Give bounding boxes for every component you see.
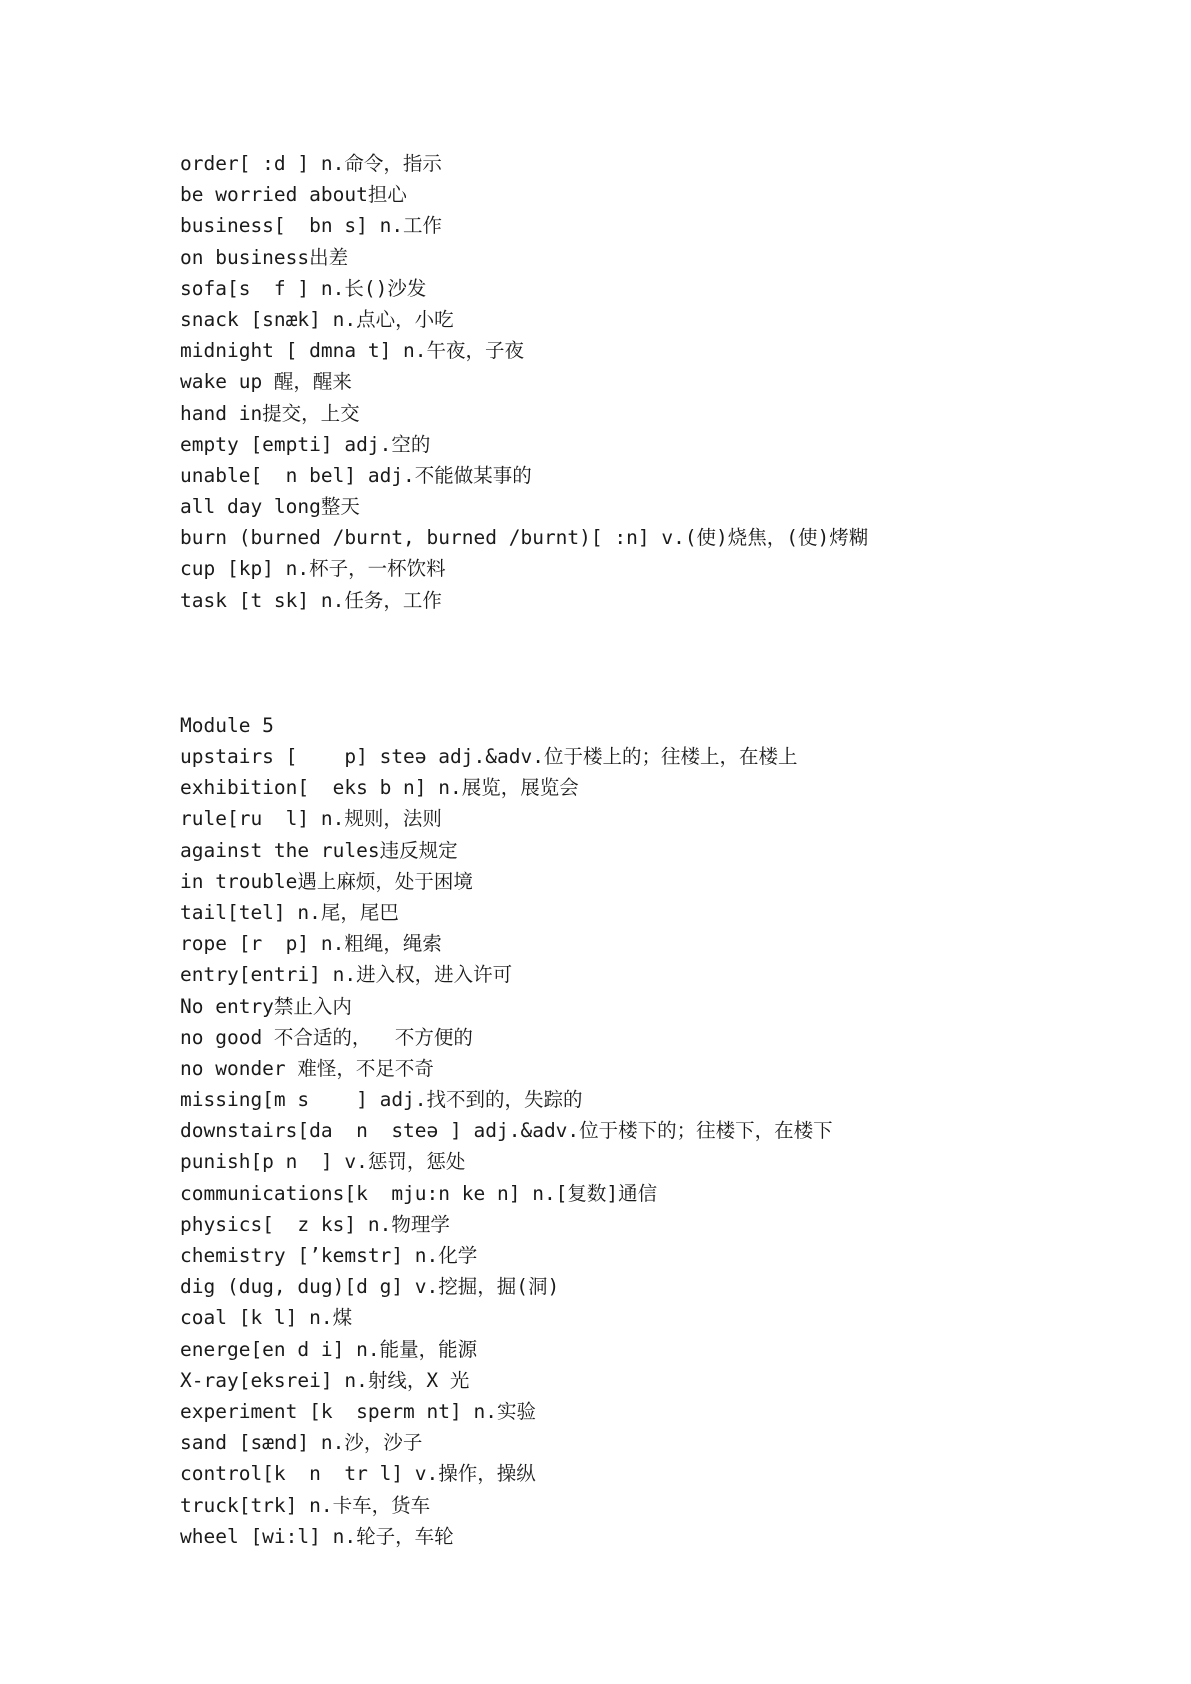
vocab-entry: on business出差	[180, 245, 349, 269]
vocab-entry: punish[p n ] v.惩罚，惩处	[180, 1150, 466, 1174]
vocab-entry: snack [snæk] n.点心，小吃	[180, 307, 454, 331]
vocab-entry: order[ :d ] n.命令，指示	[180, 152, 442, 175]
vocab-entry: rule[ru l] n.规则，法则	[180, 807, 442, 831]
vocab-entry: coal [k l] n.煤	[180, 1306, 353, 1330]
vocab-entry: hand in提交，上交	[180, 401, 360, 425]
vocab-entry: rope [r p] n.粗绳，绳索	[180, 932, 442, 956]
vocab-entry: downstairs[da n steə ] adj.&adv.位于楼下的；往楼下，在楼下	[180, 1119, 833, 1143]
vocab-entry: in trouble遇上麻烦，处于困境	[180, 869, 473, 893]
module-heading: Module 5	[180, 713, 274, 737]
vocabulary-page	[180, 148, 1140, 1552]
section-spacer	[180, 616, 1140, 710]
vocab-entry: sand [sænd] n.沙，沙子	[180, 1431, 423, 1455]
vocab-entry: business[ bn s] n.工作	[180, 214, 443, 238]
vocab-entry: experiment [k sperm nt] n.实验	[180, 1399, 536, 1423]
vocab-entry: entry[entri] n.进入权，进入许可	[180, 963, 513, 987]
vocab-entry: No entry禁止入内	[180, 994, 352, 1018]
vocab-entry: unable[ n bel] adj.不能做某事的	[180, 463, 532, 487]
vocab-entry: missing[m s ] adj.找不到的，失踪的	[180, 1088, 583, 1112]
vocab-entry: truck[trk] n.卡车，货车	[180, 1493, 431, 1517]
vocab-entry: empty [empti] adj.空的	[180, 432, 431, 456]
vocab-entry: control[k n tr l] v.操作，操纵	[180, 1462, 536, 1486]
vocab-entry: tail[tel] n.尾，尾巴	[180, 900, 399, 924]
vocab-list-module-5	[180, 710, 1140, 1552]
vocab-entry: all day long整天	[180, 495, 360, 519]
vocab-entry: X-ray[eksrei] n.射线，X 光	[180, 1368, 470, 1392]
vocab-entry: wake up 醒，醒来	[180, 370, 352, 394]
vocab-entry: against the rules违反规定	[180, 838, 458, 862]
vocab-entry: wheel [wi:l] n.轮子，车轮	[180, 1524, 454, 1548]
vocab-entry: upstairs [ p] steə adj.&adv.位于楼上的；往楼上，在楼上	[180, 745, 798, 768]
vocab-entry: be worried about担心	[180, 183, 407, 207]
vocab-entry: exhibition[ eks b n] n.展览，展览会	[180, 776, 579, 800]
vocab-entry: no wonder 难怪，不足不奇	[180, 1056, 434, 1080]
vocab-entry: communications[k mju:n ke n] n.[复数]通信	[180, 1181, 658, 1205]
vocab-entry: energe[en d i] n.能量，能源	[180, 1337, 478, 1361]
vocab-list-previous-module	[180, 148, 1140, 616]
vocab-entry: physics[ z ks] n.物理学	[180, 1212, 450, 1236]
vocab-entry: no good 不合适的， 不方便的	[180, 1025, 473, 1049]
vocab-entry: cup [kp] n.杯子，一杯饮料	[180, 557, 446, 581]
vocab-entry: task [t sk] n.任务，工作	[180, 588, 442, 612]
vocab-entry: sofa[s f ] n.长()沙发	[180, 276, 427, 300]
vocab-entry: midnight [ dmna t] n.午夜，子夜	[180, 339, 525, 363]
vocab-entry: chemistry [’kemstr] n.化学	[180, 1244, 478, 1267]
vocab-entry: dig (dug, dug)[d g] v.挖掘，掘(洞)	[180, 1275, 560, 1299]
vocab-entry: burn (burned /burnt, burned /burnt)[ :n] v.(使)烧焦，(使)烤糊	[180, 526, 869, 550]
